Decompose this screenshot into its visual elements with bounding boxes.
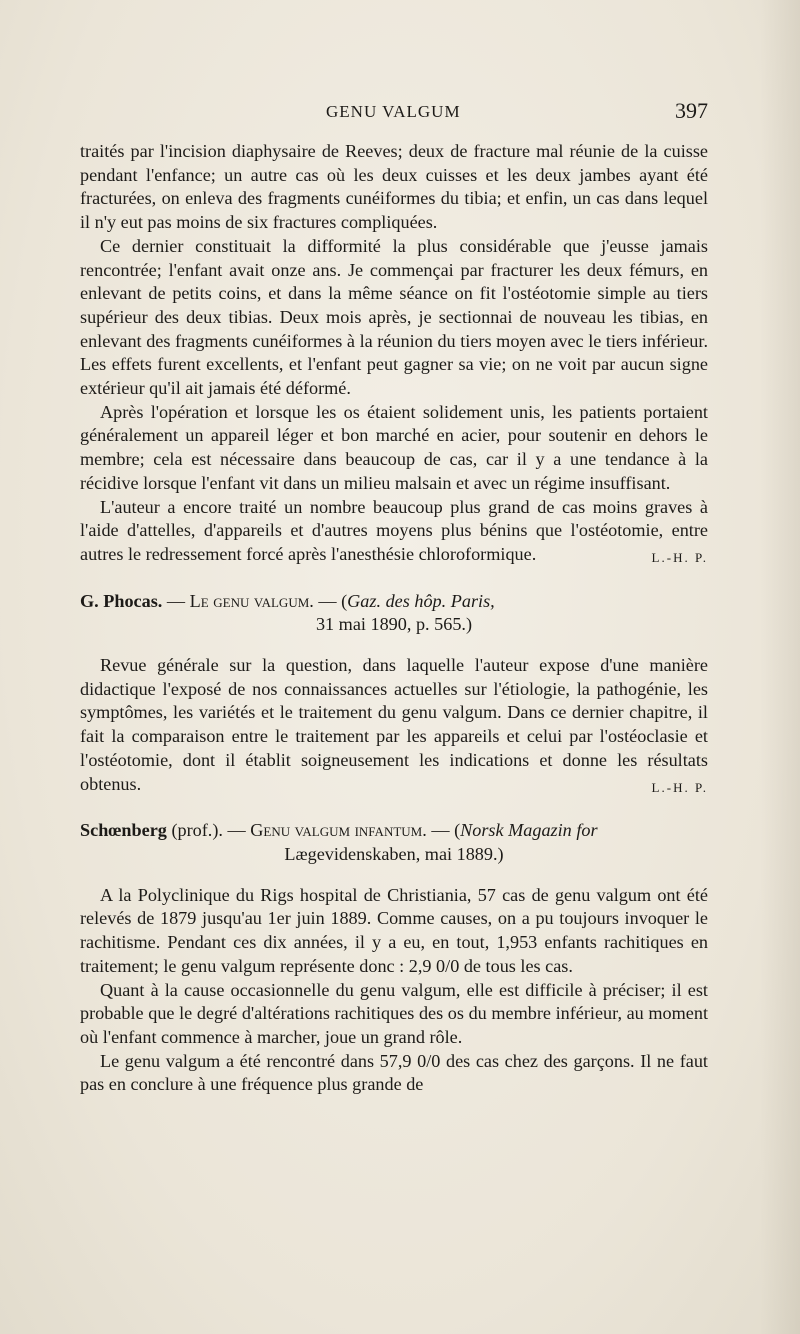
paragraph-5 [80, 654, 708, 796]
spacer [80, 867, 708, 884]
spacer [80, 637, 708, 654]
page-header [80, 98, 708, 128]
page-number: 397 [675, 98, 708, 123]
reference-separator: — ( [426, 820, 461, 841]
paragraph-2: Ce dernier constituait la difformité la plus considérable que j'eusse jamais rencontrée; l'enfant avait onze ans. Je commençai par fracturer les deux fémurs, en enlevant de petits coins, et dans la même séance on fit l'ostéotomie simple au tiers supérieur des deux tibias. Deux mois après, je sectionnai de nouveau les tibias, en enlevant des fragments cunéiformes à la réunion du tiers moyen avec le tiers inférieur. Les effets furent excellents, et l'enfant peut gagner sa vie; on ne voit par aucun signe extérieur qu'il ait jamais été déformé. [80, 235, 708, 399]
paragraph-8: Le genu valgum a été rencontré dans 57,9 0/0 des cas chez des garçons. Il ne faut pas en conclure à une fréquence plus grande de [80, 1050, 708, 1095]
reference-title: Genu valgum infantum. [250, 820, 427, 841]
paragraph-4-text: L'auteur a encore traité un nombre beaucoup plus grand de cas moins graves à l'aide d'attelles, d'appareils et d'autres moyens plus bénins que l'ostéotomie, entre autres le redressement forcé après l'anesthésie chloroformique. [80, 496, 708, 564]
reference-separator: — ( [313, 590, 348, 611]
reference-author: Schœnberg [80, 820, 167, 841]
spacer [80, 567, 708, 590]
reference-schoenberg [80, 819, 708, 843]
signature-initials-1: L.-H. P. [651, 549, 708, 565]
signature-initials-2: L.-H. P. [651, 779, 708, 795]
paragraph-7: Quant à la cause occasionnelle du genu valgum, elle est difficile à préciser; il est probable que le degré d'altérations rachitiques des os du membre inférieur, au moment où l'enfant commence à marcher, joue un grand rôle. [80, 979, 708, 1047]
paragraph-1: traités par l'incision diaphysaire de Reeves; deux de fracture mal réunie de la cuisse pendant l'enfance; un autre cas où les deux cuisses et les deux jambes ayant été fracturées, on enleva des fragments cunéiformes du tibia; et enfin, un cas dans lequel il n'y eut pas moins de six fractures compliquées. [80, 141, 708, 233]
reference-author: G. Phocas. [80, 590, 163, 611]
reference-separator: — [162, 590, 190, 611]
body-text [80, 140, 708, 1097]
spacer [80, 796, 708, 819]
paragraph-3: Après l'opération et lorsque les os étaient solidement unis, les patients portaient généralement un appareil léger et bon marché en acier, pour soutenir en dehors le membre; cela est nécessaire dans beaucoup de cas, car il y a une tendance à la récidive lorsque l'enfant vit dans un milieu malsain et avec un régime insuffisant. [80, 401, 708, 493]
reference-date: 31 mai 1890, p. 565.) [315, 614, 473, 635]
paragraph-5-text: Revue générale sur la question, dans laquelle l'auteur expose d'une manière didactique l'exposé de nos connaissances actuelles sur l'étiologie, la pathogénie, les symptômes, les variétés et le traitement du genu valgum. Dans ce dernier chapitre, il fait la comparaison entre le traitement par les appareils et celui par l'ostéoclasie et l'ostéotomie, dont il établit soigneusement les indications et donne les résultats obtenus. [80, 655, 708, 794]
reference-source: Norsk Magazin for [460, 820, 598, 841]
reference-title: Le genu valgum. [189, 590, 314, 611]
reference-role: (prof.). [166, 820, 223, 841]
reference-date-text: mai 1889.) [420, 843, 504, 864]
reference-phocas [80, 590, 708, 614]
reference-date [80, 843, 708, 867]
paragraph-6: A la Polyclinique du Rigs hospital de Christiania, 57 cas de genu valgum ont été relevés de 1879 jusqu'au 1er juin 1889. Comme causes, on a pu toujours invoquer le rachitisme. Pendant ces dix années, il y a eu, en tout, 1,953 enfants rachitiques en traitement; le genu valgum représente donc : 2,9 0/0 de tous les cas. [80, 884, 708, 976]
reference-source: Gaz. des hôp. Paris, [347, 590, 495, 611]
reference-separator: — [222, 820, 251, 841]
paragraph-4 [80, 496, 708, 567]
reference-source-cont: Lægevidenskaben, [284, 843, 421, 864]
page-edge-shadow [760, 0, 800, 1334]
running-title: GENU VALGUM [326, 102, 461, 121]
